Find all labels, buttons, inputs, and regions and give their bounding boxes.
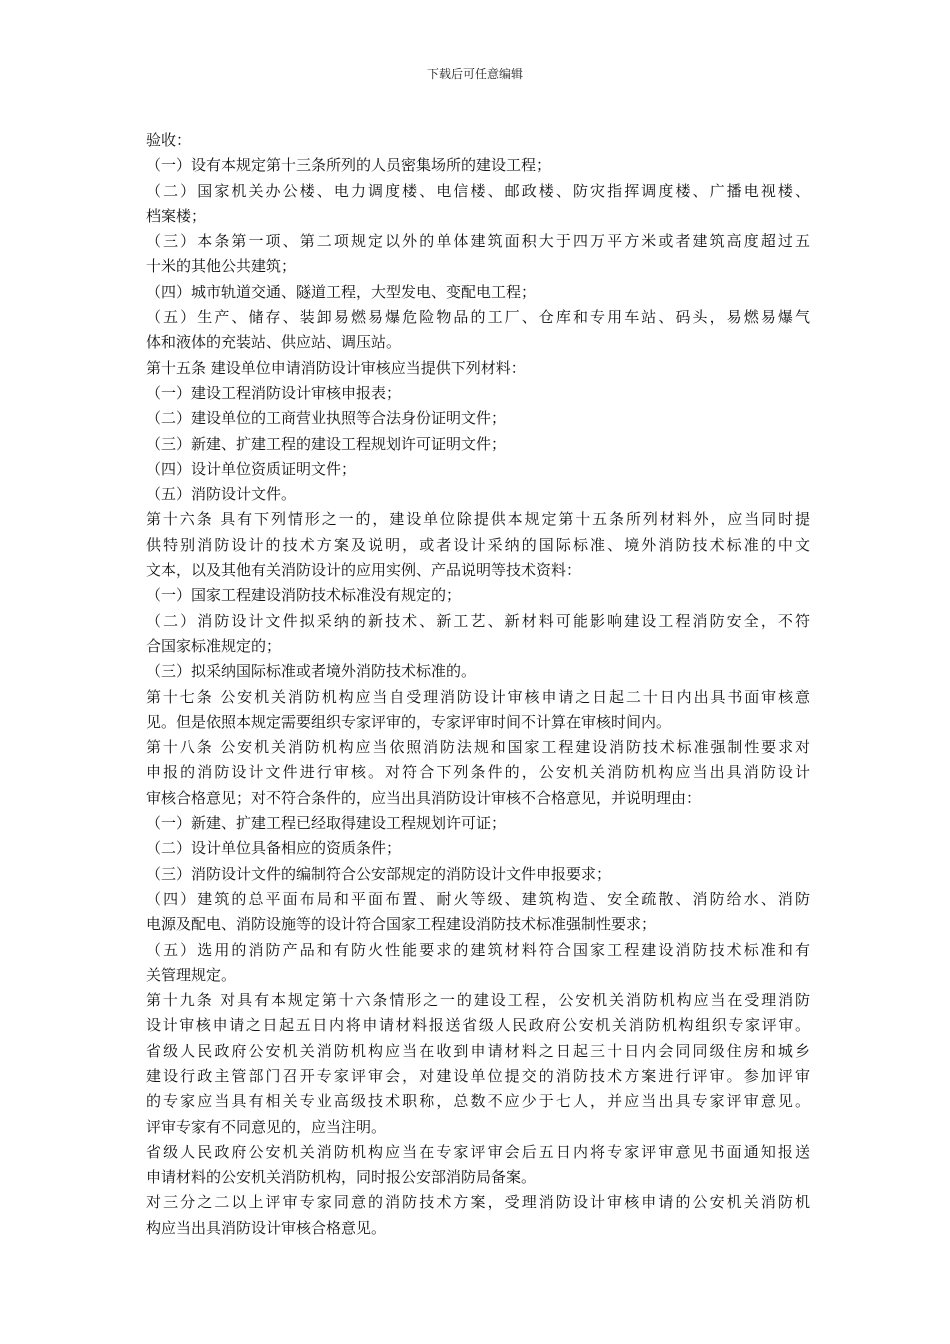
text-line: 省级人民政府公安机关消防机构应当在收到申请材料之日起三十日内会同同级住房和城乡 [146, 1041, 810, 1060]
text-line: 第十七条 公安机关消防机构应当自受理消防设计审核申请之日起二十日内出具书面审核意 [146, 687, 810, 706]
text-line: 构应当出具消防设计审核合格意见。 [146, 1218, 387, 1237]
text-line: （三）消防设计文件的编制符合公安部规定的消防设计文件申报要求； [146, 864, 612, 883]
text-line: 电源及配电、消防设施等的设计符合国家工程建设消防技术标准强制性要求； [146, 915, 657, 934]
text-line: （二）建设单位的工商营业执照等合法身份证明文件； [146, 409, 507, 428]
text-line: 的专家应当具有相关专业高级技术职称，总数不应少于七人，并应当出具专家评审意见。 [146, 1092, 810, 1111]
text-line: （五）消防设计文件。 [146, 485, 297, 504]
text-line: 对三分之二以上评审专家同意的消防技术方案，受理消防设计审核申请的公安机关消防机 [146, 1193, 810, 1212]
text-line: （二）设计单位具备相应的资质条件； [146, 839, 402, 858]
text-line: 见。但是依照本规定需要组织专家评审的，专家评审时间不计算在审核时间内。 [146, 712, 672, 731]
text-line: 审核合格意见；对不符合条件的，应当出具消防设计审核不合格意见，并说明理由： [146, 788, 702, 807]
text-line: 省级人民政府公安机关消防机构应当在专家评审会后五日内将专家评审意见书面通知报送 [146, 1142, 810, 1161]
text-line: （五）生产、储存、装卸易燃易爆危险物品的工厂、仓库和专用车站、码头，易燃易爆气 [146, 308, 810, 327]
text-line: 申请材料的公安机关消防机构，同时报公安部消防局备案。 [146, 1168, 537, 1187]
text-line: （一）建设工程消防设计审核申报表； [146, 383, 402, 402]
text-line: 评审专家有不同意见的，应当注明。 [146, 1117, 387, 1136]
text-line: （四）建筑的总平面布局和平面布置、耐火等级、建筑构造、安全疏散、消防给水、消防 [146, 889, 810, 908]
text-line: 十米的其他公共建筑； [146, 257, 297, 276]
text-line: 关管理规定。 [146, 965, 237, 984]
text-line: （三）本条第一项、第二项规定以外的单体建筑面积大于四万平方米或者建筑高度超过五 [146, 232, 810, 251]
text-line: 建设行政主管部门召开专家评审会，对建设单位提交的消防技术方案进行评审。参加评审 [146, 1066, 810, 1085]
text-line: （三）拟采纳国际标准或者境外消防技术标准的。 [146, 662, 477, 681]
text-line: （三）新建、扩建工程的建设工程规划许可证明文件； [146, 434, 507, 453]
text-line: 第十六条 具有下列情形之一的，建设单位除提供本规定第十五条所列材料外，应当同时提 [146, 510, 810, 529]
text-line: 验收： [146, 131, 192, 149]
text-line: 供特别消防设计的技术方案及说明，或者设计采纳的国际标准、境外消防技术标准的中文 [146, 535, 810, 554]
text-line: （一）国家工程建设消防技术标准没有规定的； [146, 586, 462, 605]
text-line: （四）城市轨道交通、隧道工程，大型发电、变配电工程； [146, 282, 537, 301]
text-line: 设计审核申请之日起五日内将申请材料报送省级人民政府公安机关消防机构组织专家评审。 [146, 1016, 810, 1035]
text-line: 合国家标准规定的； [146, 636, 282, 655]
text-line: 文本，以及其他有关消防设计的应用实例、产品说明等技术资料： [146, 561, 582, 580]
text-line: （二）消防设计文件拟采纳的新技术、新工艺、新材料可能影响建设工程消防安全，不符 [146, 611, 810, 630]
text-line: （四）设计单位资质证明文件； [146, 459, 357, 478]
text-line: 第十九条 对具有本规定第十六条情形之一的建设工程，公安机关消防机构应当在受理消防 [146, 991, 810, 1010]
text-line: （五）选用的消防产品和有防火性能要求的建筑材料符合国家工程建设消防技术标准和有 [146, 940, 810, 959]
text-line: 档案楼； [146, 206, 207, 225]
text-line: 申报的消防设计文件进行审核。对符合下列条件的，公安机关消防机构应当出具消防设计 [146, 763, 810, 782]
document-body [146, 128, 810, 1241]
text-line: 体和液体的充装站、供应站、调压站。 [146, 333, 402, 352]
text-line: （一）设有本规定第十三条所列的人员密集场所的建设工程； [146, 156, 552, 175]
text-line: （二）国家机关办公楼、电力调度楼、电信楼、邮政楼、防灾指挥调度楼、广播电视楼、 [146, 181, 810, 200]
text-line: （一）新建、扩建工程已经取得建设工程规划许可证； [146, 814, 507, 833]
text-line: 第十八条 公安机关消防机构应当依照消防法规和国家工程建设消防技术标准强制性要求对 [146, 738, 810, 757]
page-header: 下载后可任意编辑 [426, 67, 523, 81]
text-line: 第十五条 建设单位申请消防设计审核应当提供下列材料： [146, 358, 526, 377]
